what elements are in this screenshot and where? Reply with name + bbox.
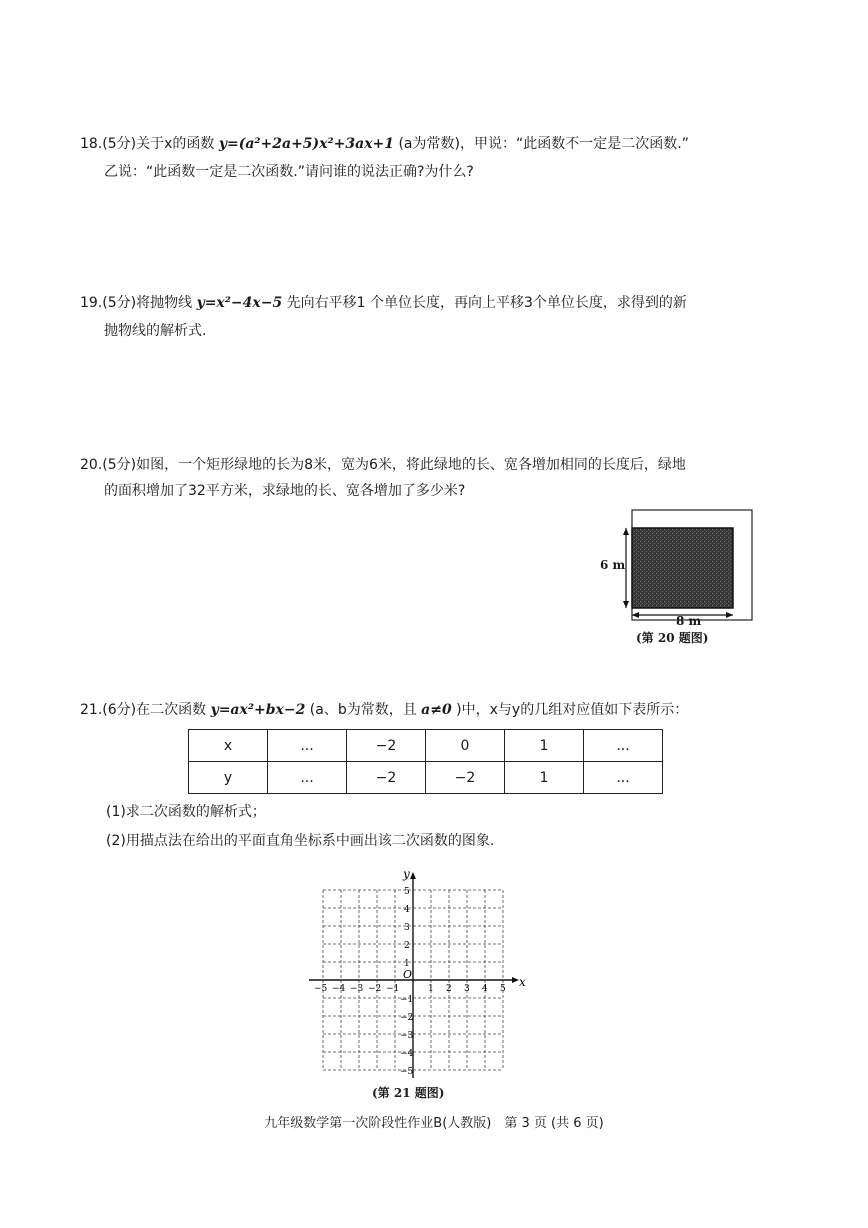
q21-stem-post: )中，x与y的几组对应值如下表所示： (456, 702, 689, 718)
x-tick-label: −2 (368, 984, 382, 994)
y-tick-label: −1 (400, 995, 414, 1005)
origin-label: O (403, 968, 413, 981)
table-row-x (189, 730, 663, 762)
q21-part1: (1)求二次函数的解析式； (106, 804, 266, 820)
q20-line2: 的面积增加了32平方米，求绿地的长、宽各增加了多少米? (104, 483, 466, 499)
q18-line2: 乙说：“此函数一定是二次函数.”请问谁的说法正确?为什么? (104, 164, 474, 180)
page-footer: 九年级数学第一次阶段性作业B(人教版) 第 3 页 (共 6 页) (264, 1116, 604, 1131)
q19-stem-post: 先向右平移1 个单位长度，再向上平移3个单位长度，求得到的新 (286, 295, 687, 311)
q21-part2: (2)用描点法在给出的平面直角坐标系中画出该二次函数的图象. (106, 833, 495, 849)
q21-function: y=ax²+bx−2 (210, 702, 306, 718)
table-cell: 0 (426, 730, 505, 762)
table-cell: ... (584, 762, 663, 794)
q19-line2: 抛物线的解析式. (104, 323, 207, 339)
q19-stem-pre: 19.(5分)将抛物线 (80, 295, 193, 311)
q21-line1 (80, 700, 688, 720)
x-tick-label: −5 (314, 984, 328, 994)
x-tick-label: 1 (428, 984, 434, 994)
table-row-y (189, 762, 663, 794)
q21-condition: a≠0 (421, 702, 452, 718)
q18-line1 (80, 134, 689, 154)
x-axis-arrow (512, 977, 519, 983)
y-tick-label: −3 (400, 1031, 414, 1041)
green-area-rectangle (632, 528, 733, 608)
x-tick-label: −4 (332, 984, 346, 994)
table-cell: ... (268, 730, 347, 762)
table-cell: ... (584, 730, 663, 762)
y-tick-label: 1 (404, 959, 410, 969)
q18-function: y=(a²+2a+5)x²+3ax+1 (218, 136, 395, 152)
y-tick-label: 4 (404, 905, 410, 915)
q18-stem-pre: 18.(5分)关于x的函数 (80, 136, 215, 152)
x-tick-label: −3 (350, 984, 364, 994)
table-cell: 1 (505, 762, 584, 794)
x-axis-label: x (519, 975, 526, 989)
y-tick-label: 3 (404, 923, 410, 933)
x-tick-label: 4 (482, 984, 488, 994)
table-cell: 1 (505, 730, 584, 762)
q21-stem-pre: 21.(6分)在二次函数 (80, 702, 207, 718)
width-label: 6 m (600, 558, 626, 572)
coordinate-grid (300, 855, 540, 1085)
q21-caption: (第 21 题图) (372, 1086, 445, 1100)
x-tick-label: 5 (500, 984, 506, 994)
y-axis-label: y (403, 867, 410, 881)
table-cell: ... (268, 762, 347, 794)
q20-caption: (第 20 题图) (636, 631, 709, 645)
q18-stem-post: (a为常数)，甲说：“此函数不一定是二次函数.” (398, 136, 689, 152)
table-cell: −2 (426, 762, 505, 794)
y-tick-label: 5 (404, 887, 410, 897)
q21-stem-mid: (a、b为常数，且 (309, 702, 417, 718)
y-axis-arrow (410, 872, 416, 879)
q20-line1: 20.(5分)如图，一个矩形绿地的长为8米，宽为6米，将此绿地的长、宽各增加相同的长度后，绿地 (80, 457, 686, 473)
value-table (188, 729, 663, 794)
table-cell: x (189, 730, 268, 762)
table-cell: y (189, 762, 268, 794)
y-tick-label: 2 (404, 941, 410, 951)
length-label: 8 m (676, 614, 702, 628)
y-tick-label: −4 (400, 1049, 414, 1059)
table-cell: −2 (347, 762, 426, 794)
table-cell: −2 (347, 730, 426, 762)
q19-function: y=x²−4x−5 (196, 295, 283, 311)
y-tick-label: −5 (400, 1067, 414, 1077)
x-tick-label: 2 (446, 984, 452, 994)
x-tick-label: −1 (386, 984, 400, 994)
y-tick-label: −2 (400, 1013, 414, 1023)
x-tick-label: 3 (464, 984, 470, 994)
q19-line1 (80, 293, 687, 313)
